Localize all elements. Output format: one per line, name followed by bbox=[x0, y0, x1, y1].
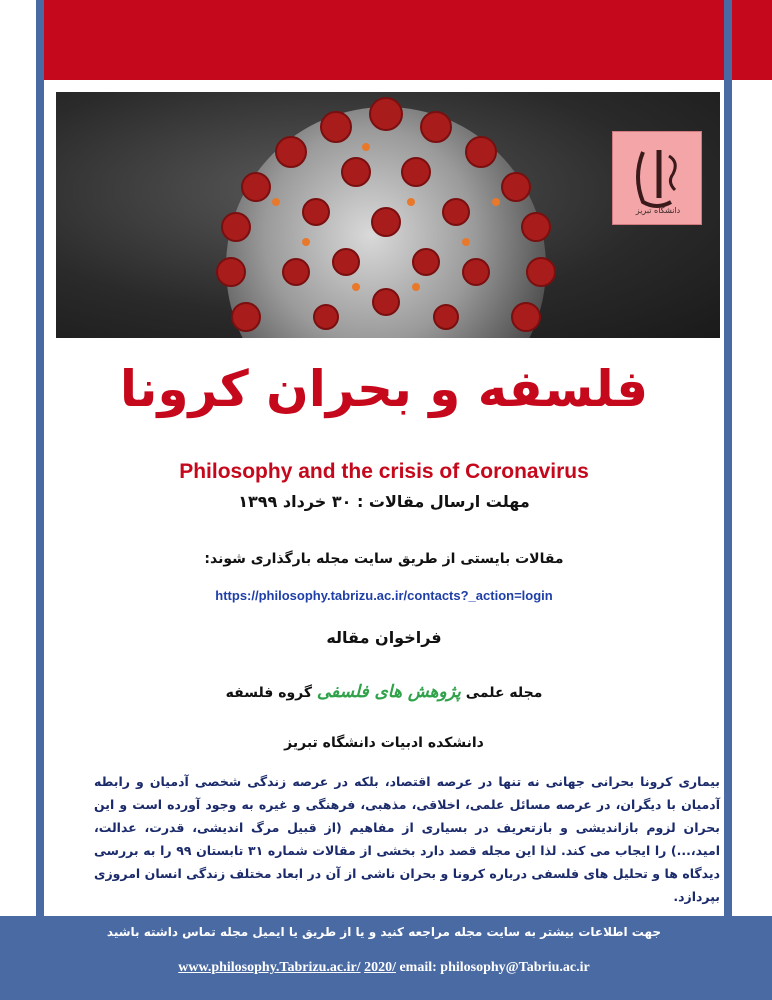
top-red-banner bbox=[44, 0, 724, 80]
footer-email[interactable]: email: philosophy@Tabriu.ac.ir bbox=[399, 960, 590, 975]
footer-info: جهت اطلاعات بیشتر به سایت مجله مراجعه کنید و یا از طریق یا ایمیل مجله تماس داشته باشید bbox=[106, 925, 662, 939]
faculty-name: دانشکده ادبیات دانشگاه تبریز bbox=[284, 735, 484, 751]
footer-website-link[interactable]: www.philosophy.Tabrizu.ac.ir/ bbox=[178, 960, 361, 975]
journal-name: پژوهش های فلسفی bbox=[316, 682, 461, 702]
submission-deadline: مهلت ارسال مقالات : ۳۰ خرداد ۱۳۹۹ bbox=[238, 492, 530, 511]
title-english: Philosophy and the crisis of Coronavirus bbox=[179, 460, 589, 483]
left-margin bbox=[0, 0, 36, 1000]
logo-caption: دانشگاه تبریز bbox=[635, 206, 681, 215]
top-right-red-block bbox=[732, 0, 772, 80]
submission-note: مقالات بایستی از طریق سایت مجله بارگذاری شوند: bbox=[204, 551, 564, 567]
footer-contact bbox=[44, 960, 724, 976]
left-blue-stripe bbox=[36, 0, 44, 1000]
title-persian: فلسفه و بحران کرونا bbox=[119, 360, 649, 418]
body-paragraph: بیماری کرونا بحرانی جهانی نه تنها در عرصه اقتصاد، بلکه در عرصه زندگی شخصی آدمیان و رابطه آدمیان با دیگران، در عرصه مسائل علمی، اخلاقی، مذهبی، فرهنگی و غیره به وجود آورده است و این بحران لزوم بازاندیشی و بازتعریف در بسیاری از مفاهیم (از قبیل مرگ اندیشی، قدرت، عدالت، امید،...) را ایجاب می کند. لذا این مجله قصد دارد بخشی از مقالات شماره ۳۱ تابستان ۹۹ را به بررسی دیدگاه ها و تحلیل های فلسفی درباره کرونا و بحران ناشی از آن در ابعاد مختلف زندگی انسان امروزی بپردازد. bbox=[94, 774, 720, 904]
journal-prefix: مجله علمی bbox=[465, 685, 543, 701]
footer-year: 2020/ bbox=[364, 960, 396, 975]
journal-suffix: گروه فلسفه bbox=[225, 685, 313, 701]
right-blue-stripe bbox=[724, 0, 732, 1000]
journal-line bbox=[44, 682, 724, 702]
submission-link[interactable]: https://philosophy.tabrizu.ac.ir/contacts?_action=login bbox=[215, 588, 553, 603]
call-for-papers-heading: فراخوان مقاله bbox=[326, 628, 442, 647]
